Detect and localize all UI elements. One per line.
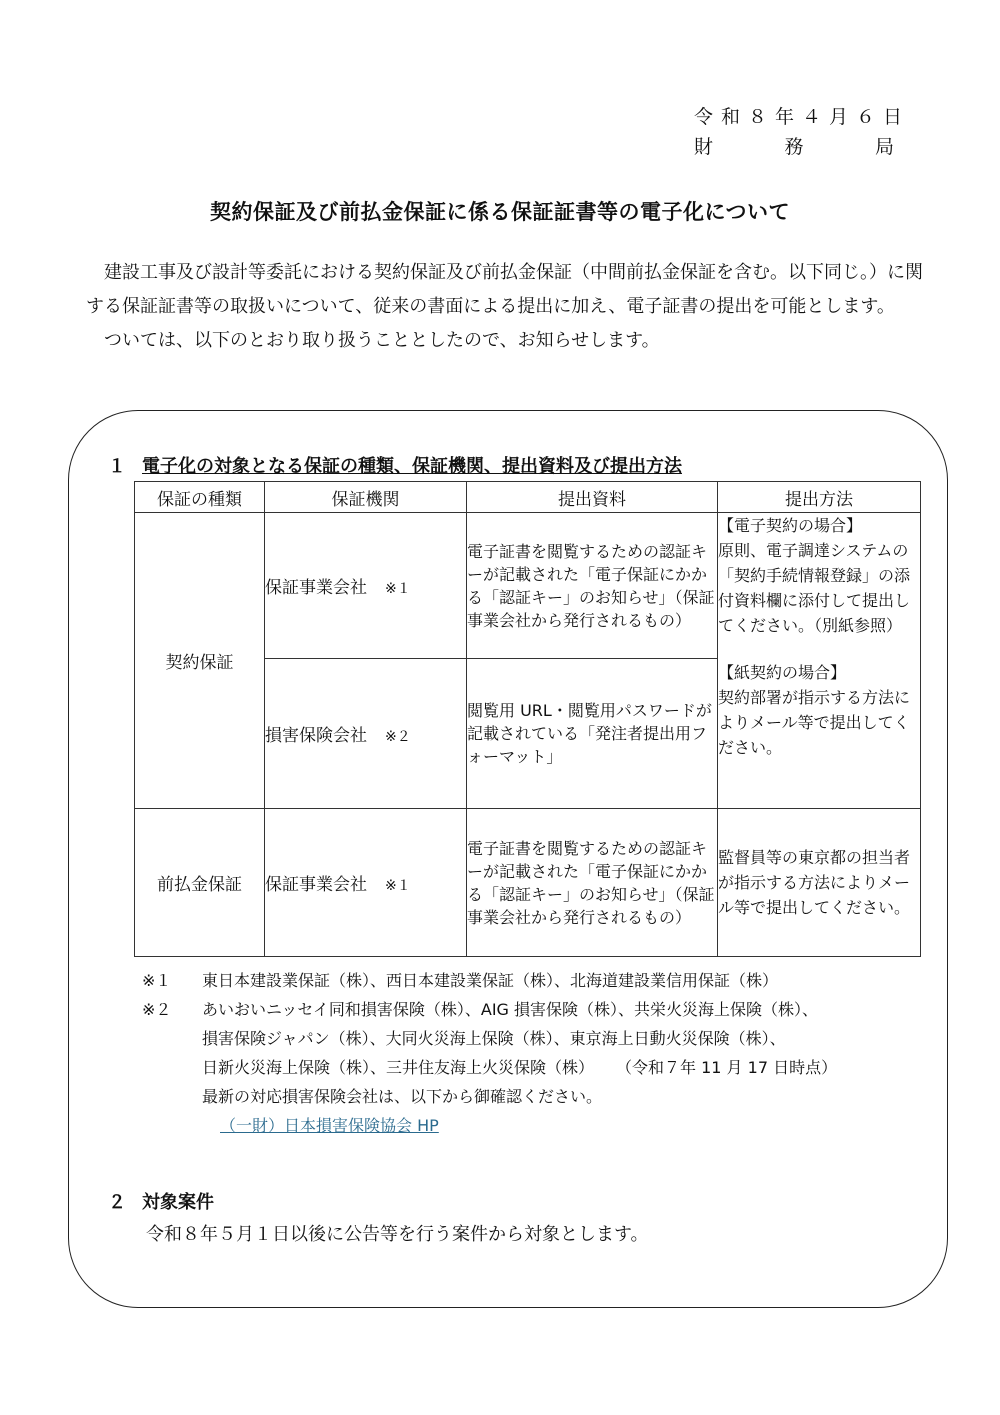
footnotes xyxy=(134,966,924,1140)
intro-paragraph: ついては、以下のとおり取り扱うこととしたので、お知らせします。 xyxy=(104,330,660,351)
footnote-mark: ※２ xyxy=(385,729,411,745)
column-header-method: 提出方法 xyxy=(718,482,921,513)
section1-title: 電子化の対象となる保証の種類、保証機関、提出資料及び提出方法 xyxy=(142,456,682,477)
issue-date: 令和８年４月６日 xyxy=(693,106,910,128)
document-cell: 電子証書を閲覧するための認証キーが記載された「電子保証にかかる「認証キー」のお知らせ」（保証事業会社から発行されるもの） xyxy=(467,809,718,957)
insurer-list-text: 日新火災海上保険（株）、三井住友海上火災保険（株） xyxy=(202,1058,595,1077)
confirm-note: 最新の対応損害保険会社は、以下から御確認ください。 xyxy=(202,1087,603,1106)
method-cell-advance: 監督員等の東京都の担当者が指示する方法によりメール等で提出してください。 xyxy=(718,809,921,957)
footnote-1 xyxy=(134,966,924,995)
column-header-type: 保証の種類 xyxy=(135,482,265,513)
method-cell-contract xyxy=(718,513,921,809)
column-header-document: 提出資料 xyxy=(467,482,718,513)
table-row xyxy=(135,513,921,659)
footnote-mark: ※１ xyxy=(385,581,411,597)
section2-heading xyxy=(108,1188,214,1214)
section2-title: 対象案件 xyxy=(142,1192,214,1213)
department-char: 務 xyxy=(784,136,804,158)
institution-name: 損害保険会社 xyxy=(265,726,367,746)
guarantee-type-contract: 契約保証 xyxy=(135,513,265,809)
header-block xyxy=(694,102,910,162)
footnote-mark: ※１ xyxy=(142,971,172,990)
document-title: 契約保証及び前払金保証に係る保証証書等の電子化について xyxy=(209,200,791,224)
institution-cell xyxy=(265,513,467,659)
footnote-text: 東日本建設業保証（株）、西日本建設業保証（株）、北海道建設業信用保証（株） xyxy=(202,971,779,990)
column-header-institution: 保証機関 xyxy=(265,482,467,513)
department-char: 財 xyxy=(693,136,713,158)
method-paper-text: 契約部署が指示する方法によりメール等で提出してください。 xyxy=(718,688,911,757)
section1-number: １ xyxy=(108,456,126,477)
institution-name: 保証事業会社 xyxy=(265,875,367,895)
section2-body: 令和８年５月１日以後に公告等を行う案件から対象とします。 xyxy=(146,1224,649,1245)
institution-name: 保証事業会社 xyxy=(265,578,367,598)
as-of-date: （令和７年 11 月 17 日時点） xyxy=(624,1058,838,1077)
intro-text xyxy=(86,256,936,358)
footnote-mark: ※１ xyxy=(385,878,411,894)
department-name xyxy=(694,132,894,162)
guarantee-table xyxy=(134,481,921,957)
footnote-text xyxy=(202,995,924,1140)
link-line xyxy=(202,1111,924,1140)
footnote-2 xyxy=(134,995,924,1140)
table-header-row xyxy=(135,482,921,513)
method-electronic-text: 原則、電子調達システムの「契約手続情報登録」の添付資料欄に添付して提出してください。（別紙参照） xyxy=(718,541,911,635)
section2-number: ２ xyxy=(108,1192,126,1213)
footnote-mark: ※２ xyxy=(142,1000,172,1019)
document-cell: 閲覧用 URL・閲覧用パスワードが記載されている「発注者提出用フォーマット」 xyxy=(467,659,718,809)
method-paper-heading: 【紙契約の場合】 xyxy=(718,663,847,682)
intro-paragraph: 建設工事及び設計等委託における契約保証及び前払金保証（中間前払金保証を含む。以下同じ。）に関する保証証書等の取扱いについて、従来の書面による提出に加え、電子証書の提出を可能とします。 xyxy=(86,262,923,317)
document-cell: 電子証書を閲覧するための認証キーが記載された「電子保証にかかる「認証キー」のお知らせ」（保証事業会社から発行されるもの） xyxy=(467,513,718,659)
guarantee-type-advance: 前払金保証 xyxy=(135,809,265,957)
department-char: 局 xyxy=(874,136,894,158)
insurer-list-line: あいおいニッセイ同和損害保険（株）、AIG 損害保険（株）、共栄火災海上保険（株）、 xyxy=(202,1000,819,1019)
institution-cell xyxy=(265,659,467,809)
spacer xyxy=(718,638,920,660)
insurer-list-line: 損害保険ジャパン（株）、大同火災海上保険（株）、東京海上日動火災保険（株）、 xyxy=(202,1029,786,1048)
section1-heading xyxy=(108,452,682,478)
table-row xyxy=(135,809,921,957)
method-electronic-heading: 【電子契約の場合】 xyxy=(718,516,863,535)
insurer-list-line xyxy=(202,1053,924,1082)
association-link[interactable]: （一財）日本損害保険協会 HP xyxy=(220,1116,439,1135)
institution-cell xyxy=(265,809,467,957)
